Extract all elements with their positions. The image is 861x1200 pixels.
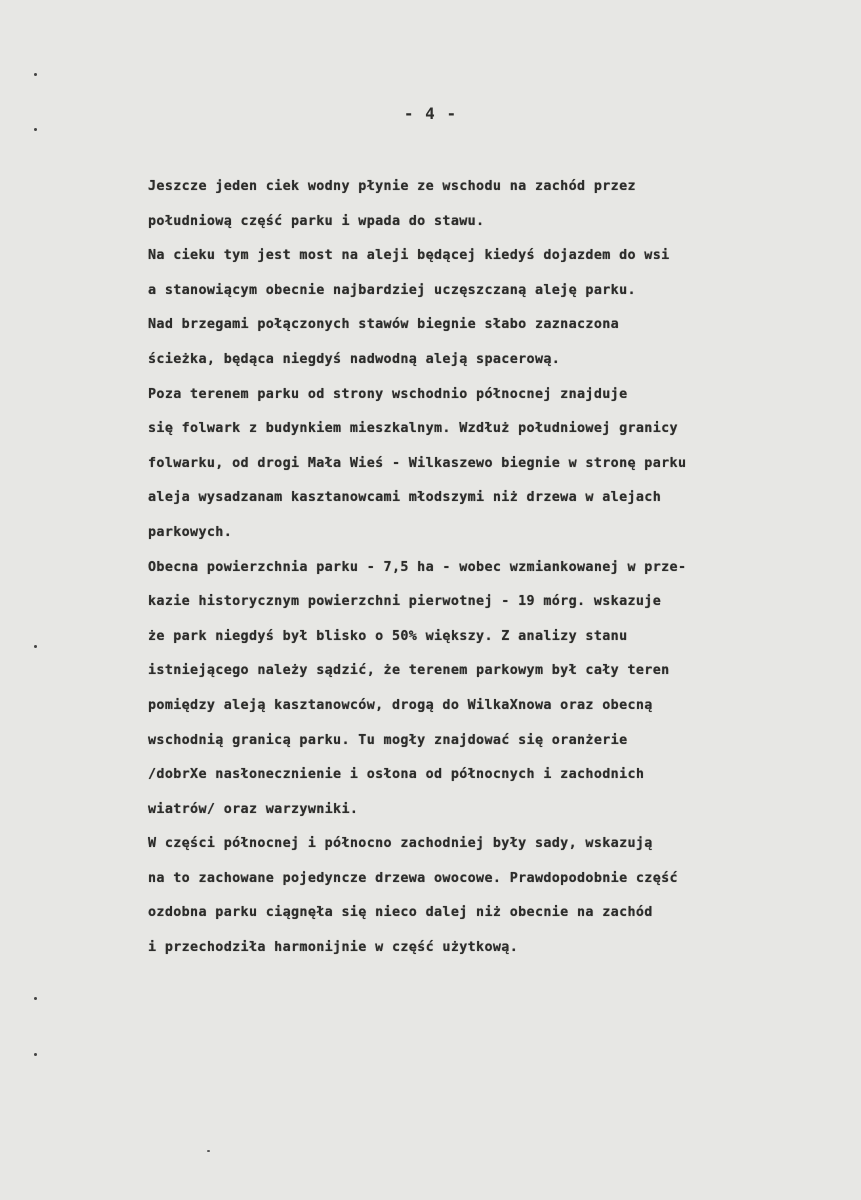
text-line: folwarku, od drogi Mała Wieś - Wilkaszewo biegnie w stronę parku <box>148 455 687 471</box>
text-line: się folwark z budynkiem mieszkalnym. Wzdłuż południowej granicy <box>148 421 678 437</box>
margin-mark <box>34 997 37 1000</box>
text-line: istniejącego należy sądzić, że terenem parkowym był cały teren <box>148 663 670 679</box>
text-line: i przechodziła harmonijnie w część użytkową. <box>148 940 519 956</box>
text-line: Jeszcze jeden ciek wodny płynie ze wschodu na zachód przez <box>148 179 636 194</box>
margin-mark <box>34 128 37 131</box>
text-line: parkowych. <box>148 524 233 540</box>
margin-mark <box>34 73 37 76</box>
text-line: Na cieku tym jest most na aleji będącej kiedyś dojazdem do wsi <box>148 248 670 264</box>
document-body <box>148 176 838 972</box>
text-line: na to zachowane pojedyncze drzewa owocowe. Prawdopodobnie część <box>148 870 678 886</box>
text-line: wschodnią granicą parku. Tu mogły znajdować się oranżerie <box>148 732 628 748</box>
text-line: a stanowiącym obecnie najbardziej uczęszczaną aleję parku. <box>148 282 636 298</box>
margin-mark <box>34 645 37 648</box>
page-number: - 4 - <box>403 104 458 123</box>
margin-mark <box>34 1053 37 1056</box>
text-line: pomiędzy aleją kasztanowców, drogą do WilkaXnowa oraz obecną <box>148 697 653 713</box>
text-line: Nad brzegami połączonych stawów biegnie słabo zaznaczona <box>148 317 620 333</box>
text-line: południową część parku i wpada do stawu. <box>148 213 485 229</box>
text-line: ozdobna parku ciągnęła się nieco dalej niż obecnie na zachód <box>148 905 653 921</box>
text-line: kazie historycznym powierzchni pierwotnej - 19 mórg. wskazuje <box>148 594 662 610</box>
text-line: W części północnej i północno zachodniej były sady, wskazują <box>148 836 653 852</box>
text-line: Obecna powierzchnia parku - 7,5 ha - wobec wzmiankowanej w prze- <box>148 559 687 575</box>
text-line: Poza terenem parku od strony wschodnio północnej znajduje <box>148 386 628 402</box>
paper-speck <box>207 1150 210 1152</box>
text-line: ścieżka, będąca niegdyś nadwodną aleją spacerową. <box>148 351 561 367</box>
text-line: aleja wysadzanam kasztanowcami młodszymi niż drzewa w alejach <box>148 490 662 506</box>
text-line: /dobrXe nasłonecznienie i osłona od północnych i zachodnich <box>148 767 645 783</box>
text-line: że park niegdyś był blisko o 50% większy. Z analizy stanu <box>148 628 628 644</box>
text-line: wiatrów/ oraz warzywniki. <box>148 801 359 817</box>
